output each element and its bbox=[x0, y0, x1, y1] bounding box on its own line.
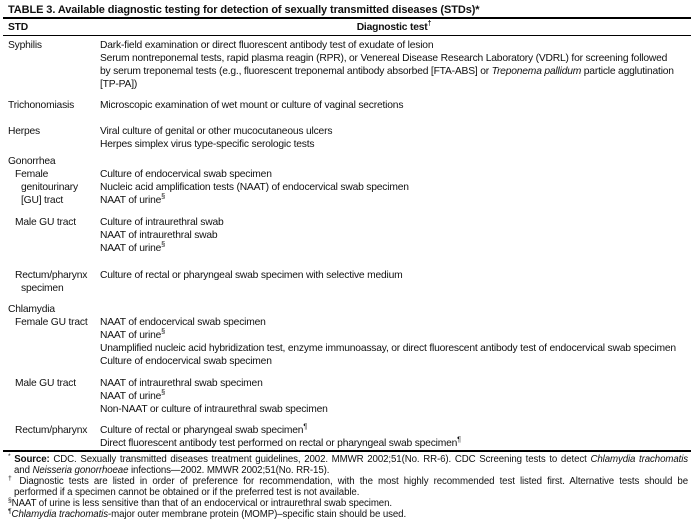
test-cell bbox=[100, 99, 688, 112]
std-label: [GU] tract bbox=[21, 195, 64, 206]
std-label: Herpes bbox=[8, 126, 40, 137]
footnote-source-line-2: and Neisseria gonorrhoeae infections—2002. MMWR 2002;51(No. RR-15). bbox=[14, 465, 330, 476]
test-line: Culture of endocervical swab specimen bbox=[100, 169, 272, 180]
test-cell bbox=[100, 216, 688, 255]
test-cell bbox=[100, 303, 688, 316]
test-line: Culture of rectal or pharyngeal swab specimen with selective medium bbox=[100, 270, 403, 281]
std-label: Chlamydia bbox=[8, 304, 55, 315]
test-line: by serum treponemal tests (e.g., fluorescent treponemal antibody absorbed [FTA-ABS] or Treponema pallidum particle agglutination bbox=[100, 66, 674, 77]
std-label: Rectum/pharynx bbox=[15, 425, 88, 436]
std-cell bbox=[8, 125, 100, 151]
std-cell bbox=[8, 155, 100, 168]
test-line: Direct fluorescent antibody test performed on rectal or pharyngeal swab specimen¶ bbox=[100, 434, 461, 449]
test-line: Nucleic acid amplification tests (NAAT) of endocervical swab specimen bbox=[100, 182, 409, 193]
test-line: Culture of intraurethral swab bbox=[100, 217, 224, 228]
footnotes bbox=[8, 454, 688, 520]
test-cell bbox=[100, 316, 688, 368]
table-bottom-rule bbox=[3, 450, 691, 452]
row-chlamydia-male-gu bbox=[8, 377, 688, 416]
row-herpes bbox=[8, 125, 688, 151]
std-cell bbox=[8, 168, 100, 207]
test-line: Unamplified nucleic acid hybridization test, enzyme immunoassay, or direct fluorescent antibody test of endocervical swab specimen bbox=[100, 343, 676, 354]
test-line: Culture of endocervical swab specimen bbox=[100, 356, 272, 367]
test-line: Viral culture of genital or other mucocutaneous ulcers bbox=[100, 126, 333, 137]
std-cell bbox=[8, 424, 100, 450]
test-line: NAAT of urine§ bbox=[100, 387, 165, 402]
std-cell bbox=[8, 269, 100, 295]
std-label: Female GU tract bbox=[15, 317, 88, 328]
footnote-pilcrow: ¶Chlamydia trachomatis-major outer membrane protein (MOMP)–specific stain should be used. bbox=[8, 507, 407, 520]
std-label: specimen bbox=[21, 283, 64, 294]
row-gonorrhea-female-gu bbox=[8, 168, 688, 207]
test-line: NAAT of urine§ bbox=[100, 326, 165, 341]
std-cell bbox=[8, 39, 100, 91]
table-body bbox=[8, 39, 688, 450]
row-chlamydia-female-gu bbox=[8, 316, 688, 368]
row-gonorrhea-male-gu bbox=[8, 216, 688, 255]
test-cell bbox=[100, 125, 688, 151]
test-cell bbox=[100, 377, 688, 416]
std-label: Male GU tract bbox=[15, 217, 76, 228]
std-label: Trichonomiasis bbox=[8, 100, 75, 111]
test-cell bbox=[100, 269, 688, 295]
std-cell bbox=[8, 377, 100, 416]
column-header-diagnostic-test: Diagnostic test† bbox=[356, 18, 432, 33]
table-header-row bbox=[8, 19, 688, 35]
std-label: Syphilis bbox=[8, 40, 42, 51]
test-cell bbox=[100, 155, 688, 168]
std-cell bbox=[8, 99, 100, 112]
table-title: TABLE 3. Available diagnostic testing for detection of sexually transmitted diseases (STDs)* bbox=[8, 4, 480, 16]
footnote-section-mark: §NAAT of urine is less sensitive than that of an endocervical or intraurethral swab specimen. bbox=[8, 496, 392, 509]
test-line: NAAT of urine§ bbox=[100, 239, 165, 254]
row-gonorrhea-rectum-pharynx bbox=[8, 269, 688, 295]
row-trichonomiasis bbox=[8, 99, 688, 112]
std-label: Female bbox=[15, 169, 49, 180]
footnote-dagger-line-1: † Diagnostic tests are listed in order of preference for recommendation, with the most highly recommended test listed first. Alternative tests should be bbox=[8, 474, 688, 487]
footnote-dagger-line-2: performed if a specimen cannot be obtained or if the preferred test is not available. bbox=[14, 487, 360, 498]
test-cell bbox=[100, 168, 688, 207]
std-cell bbox=[8, 303, 100, 316]
test-line: Herpes simplex virus type-specific serologic tests bbox=[100, 139, 315, 150]
test-line: Dark-field examination or direct fluorescent antibody test of exudate of lesion bbox=[100, 40, 434, 51]
test-line: NAAT of intraurethral swab specimen bbox=[100, 378, 263, 389]
test-cell bbox=[100, 421, 688, 450]
row-chlamydia-header bbox=[8, 303, 688, 316]
test-line: [TP-PA]) bbox=[100, 79, 138, 90]
test-cell bbox=[100, 39, 688, 91]
row-chlamydia-rectum-pharynx bbox=[8, 421, 688, 450]
row-syphilis bbox=[8, 39, 688, 91]
footnote-source-line-1: * Source: CDC. Sexually transmitted diseases treatment guidelines, 2002. MMWR 2002;51(No. RR-6). CDC Screening tests to detect Chlamydia trachomatis bbox=[8, 452, 689, 465]
std-cell bbox=[8, 316, 100, 368]
std-label: genitourinary bbox=[21, 182, 78, 193]
test-line: Microscopic examination of wet mount or culture of vaginal secretions bbox=[100, 100, 404, 111]
test-line: NAAT of urine§ bbox=[100, 191, 165, 206]
std-label: Male GU tract bbox=[15, 378, 76, 389]
row-gonorrhea-header bbox=[8, 155, 688, 168]
std-cell bbox=[8, 216, 100, 255]
std-label: Gonorrhea bbox=[8, 156, 56, 167]
header-rule bbox=[3, 35, 691, 36]
column-header-std: STD bbox=[8, 22, 28, 33]
test-line: NAAT of endocervical swab specimen bbox=[100, 317, 266, 328]
test-line: Serum nontreponemal tests, rapid plasma reagin (RPR), or Venereal Disease Research Laboratory (VDRL) for screening followed bbox=[100, 53, 668, 64]
test-line: NAAT of intraurethral swab bbox=[100, 230, 218, 241]
test-line: Non-NAAT or culture of intraurethral swab specimen bbox=[100, 404, 328, 415]
std-label: Rectum/pharynx bbox=[15, 270, 88, 281]
test-line: Culture of rectal or pharyngeal swab specimen¶ bbox=[100, 421, 308, 436]
